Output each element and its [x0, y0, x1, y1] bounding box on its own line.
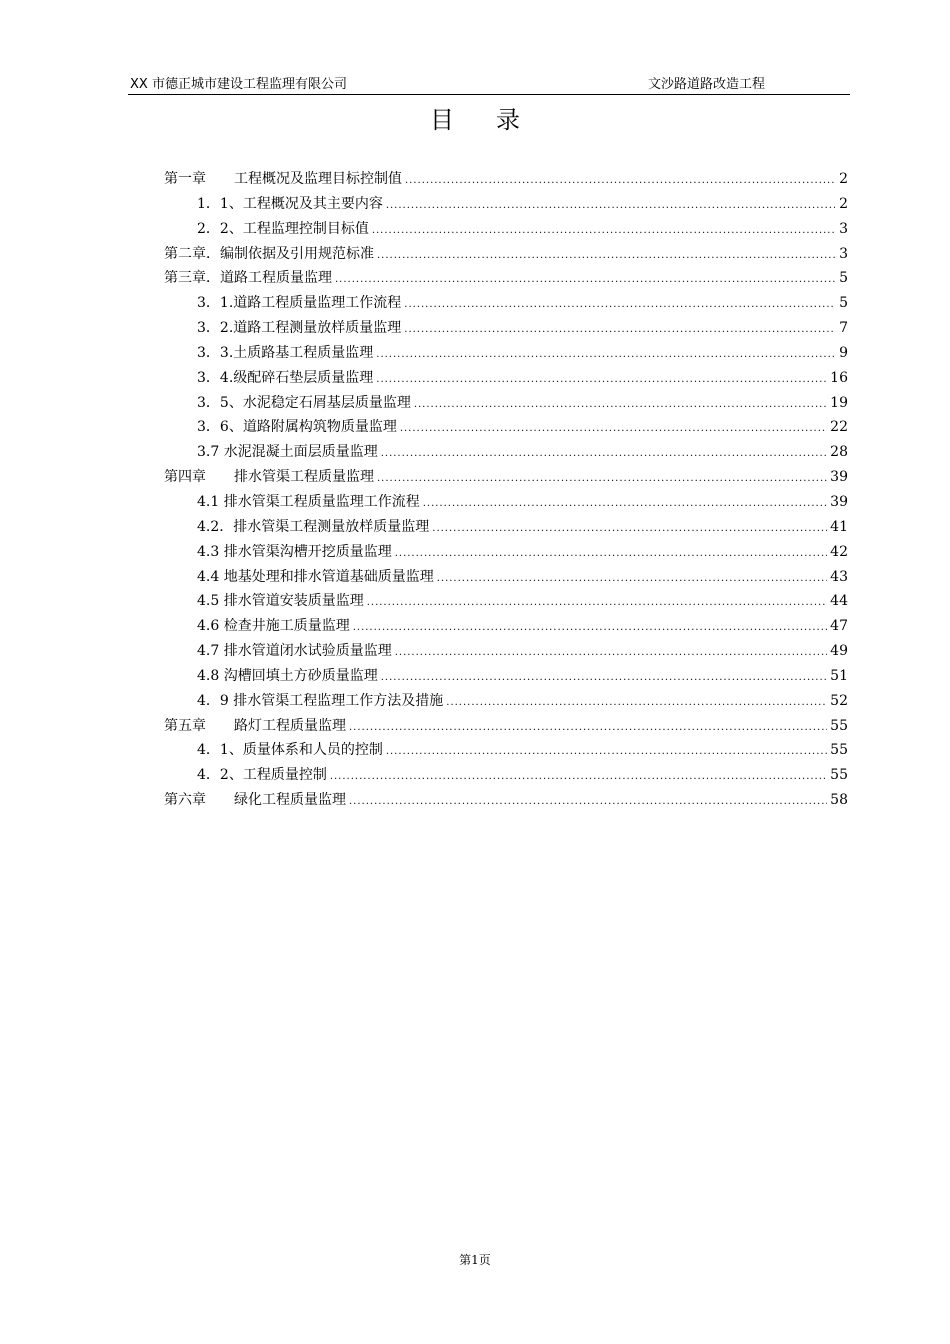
- toc-entry[interactable]: [164, 167, 848, 192]
- toc-entry-page: 44: [830, 593, 848, 610]
- toc-entry-label: 4．1、质量体系和人员的控制: [197, 742, 383, 759]
- toc-entry[interactable]: [164, 316, 848, 341]
- toc-entry-label: 4.1 排水管渠工程质量监理工作流程: [197, 493, 420, 510]
- toc-entry[interactable]: [164, 515, 848, 540]
- table-of-contents: [164, 167, 848, 813]
- toc-entry-label: 1．1、工程概况及其主要内容: [197, 195, 383, 212]
- dot-leader: [404, 318, 835, 343]
- dot-leader: [386, 740, 827, 765]
- dot-leader: [423, 492, 827, 517]
- dot-leader: [400, 417, 827, 442]
- toc-entry-page: 9: [839, 344, 848, 361]
- toc-entry-page: 19: [830, 394, 848, 411]
- toc-entry-label: 第二章．编制依据及引用规范标准: [164, 245, 374, 262]
- toc-entry-label: 第五章 路灯工程质量监理: [164, 717, 346, 734]
- toc-entry-page: 58: [830, 792, 848, 809]
- dot-leader: [335, 268, 835, 293]
- toc-entry-label: 3．6、道路附属构筑物质量监理: [197, 419, 397, 436]
- toc-entry[interactable]: [164, 266, 848, 291]
- dot-leader: [395, 542, 827, 567]
- toc-entry-label: 4.5 排水管道安装质量监理: [197, 593, 364, 610]
- dot-leader: [405, 169, 835, 194]
- toc-entry-page: 41: [830, 518, 848, 535]
- dot-leader: [330, 765, 827, 790]
- dot-leader: [377, 244, 835, 269]
- toc-entry-page: 39: [830, 493, 848, 510]
- dot-leader: [432, 517, 827, 542]
- page-header: [128, 72, 850, 95]
- toc-entry[interactable]: [164, 565, 848, 590]
- toc-entry-label: 3.7 水泥混凝土面层质量监理: [197, 444, 378, 461]
- toc-entry[interactable]: [164, 714, 848, 739]
- toc-entry-label: 3．1.道路工程质量监理工作流程: [197, 295, 402, 312]
- page-number-footer: 第1页: [459, 1253, 491, 1267]
- toc-entry-label: 第一章 工程概况及监理目标控制值: [164, 171, 402, 187]
- dot-leader: [376, 343, 835, 368]
- toc-entry-page: 3: [839, 245, 848, 262]
- toc-entry[interactable]: [164, 291, 848, 316]
- dot-leader: [386, 194, 835, 219]
- toc-entry-label: 4.7 排水管道闭水试验质量监理: [197, 643, 392, 660]
- toc-entry[interactable]: [164, 242, 848, 267]
- toc-entry-page: 52: [830, 692, 848, 709]
- toc-entry-page: 39: [830, 469, 848, 486]
- toc-entry-label: 第四章 排水管渠工程质量监理: [164, 469, 374, 486]
- header-project: 文沙路道路改造工程: [648, 77, 766, 92]
- toc-entry-label: 4.6 检查井施工质量监理: [197, 618, 350, 635]
- toc-entry-page: 55: [830, 767, 848, 784]
- dot-leader: [353, 616, 827, 641]
- toc-entry-page: 16: [830, 369, 848, 386]
- toc-entry-page: 3: [839, 220, 848, 237]
- toc-entry[interactable]: [164, 415, 848, 440]
- toc-entry-page: 55: [830, 742, 848, 759]
- dot-leader: [377, 467, 827, 492]
- toc-entry[interactable]: [164, 788, 848, 813]
- toc-entry[interactable]: [164, 366, 848, 391]
- toc-entry[interactable]: [164, 689, 848, 714]
- toc-entry-page: 51: [830, 667, 848, 684]
- toc-entry-page: 55: [830, 717, 848, 734]
- toc-entry-page: 49: [830, 643, 848, 660]
- toc-entry-page: 5: [839, 295, 848, 312]
- dot-leader: [376, 368, 827, 393]
- toc-entry-label: 3．5、水泥稳定石屑基层质量监理: [197, 394, 411, 411]
- dot-leader: [381, 442, 827, 467]
- toc-entry[interactable]: [164, 192, 848, 217]
- dot-leader: [372, 219, 835, 244]
- toc-entry-page: 42: [830, 543, 848, 560]
- toc-entry[interactable]: [164, 664, 848, 689]
- dot-leader: [446, 691, 827, 716]
- toc-entry-label: 4.8 沟槽回填土方砂质量监理: [197, 667, 378, 684]
- toc-entry[interactable]: [164, 639, 848, 664]
- toc-entry[interactable]: [164, 391, 848, 416]
- toc-entry-label: 4．2、工程质量控制: [197, 767, 327, 784]
- dot-leader: [349, 790, 827, 815]
- toc-entry-page: 2: [839, 171, 848, 187]
- toc-entry[interactable]: [164, 217, 848, 242]
- dot-leader: [367, 591, 827, 616]
- dot-leader: [395, 641, 827, 666]
- toc-entry[interactable]: [164, 490, 848, 515]
- toc-entry-page: 43: [830, 568, 848, 585]
- toc-entry-label: 第三章．道路工程质量监理: [164, 270, 332, 287]
- toc-entry-label: 3．4.级配碎石垫层质量监理: [197, 369, 374, 386]
- toc-entry-label: 4.2．排水管渠工程测量放样质量监理: [197, 518, 430, 535]
- toc-entry[interactable]: [164, 540, 848, 565]
- toc-entry[interactable]: [164, 614, 848, 639]
- dot-leader: [381, 666, 827, 691]
- toc-entry-label: 第六章 绿化工程质量监理: [164, 792, 346, 809]
- toc-entry-label: 4.3 排水管渠沟槽开挖质量监理: [197, 543, 392, 560]
- toc-entry-page: 22: [830, 419, 848, 436]
- toc-entry-label: 4.4 地基处理和排水管道基础质量监理: [197, 568, 434, 585]
- dot-leader: [437, 567, 827, 592]
- toc-entry-page: 47: [830, 618, 848, 635]
- toc-entry-label: 4．9 排水管渠工程监理工作方法及措施: [197, 692, 444, 709]
- toc-entry[interactable]: [164, 341, 848, 366]
- toc-entry-page: 28: [830, 444, 848, 461]
- toc-entry[interactable]: [164, 763, 848, 788]
- toc-entry-page: 5: [839, 270, 848, 287]
- dot-leader: [404, 293, 835, 318]
- toc-entry[interactable]: [164, 465, 848, 490]
- toc-entry-page: 7: [839, 320, 848, 337]
- toc-entry-label: 3．2.道路工程测量放样质量监理: [197, 320, 402, 337]
- dot-leader: [414, 393, 827, 418]
- toc-entry[interactable]: [164, 589, 848, 614]
- dot-leader: [349, 716, 827, 741]
- toc-entry-label: 2．2、工程监理控制目标值: [197, 220, 369, 237]
- toc-entry[interactable]: [164, 440, 848, 465]
- toc-title: 目录: [430, 106, 562, 134]
- toc-entry[interactable]: [164, 738, 848, 763]
- toc-entry-page: 2: [839, 195, 848, 212]
- toc-entry-label: 3．3.土质路基工程质量监理: [197, 344, 374, 361]
- header-company: XX 市德正城市建设工程监理有限公司: [130, 77, 347, 92]
